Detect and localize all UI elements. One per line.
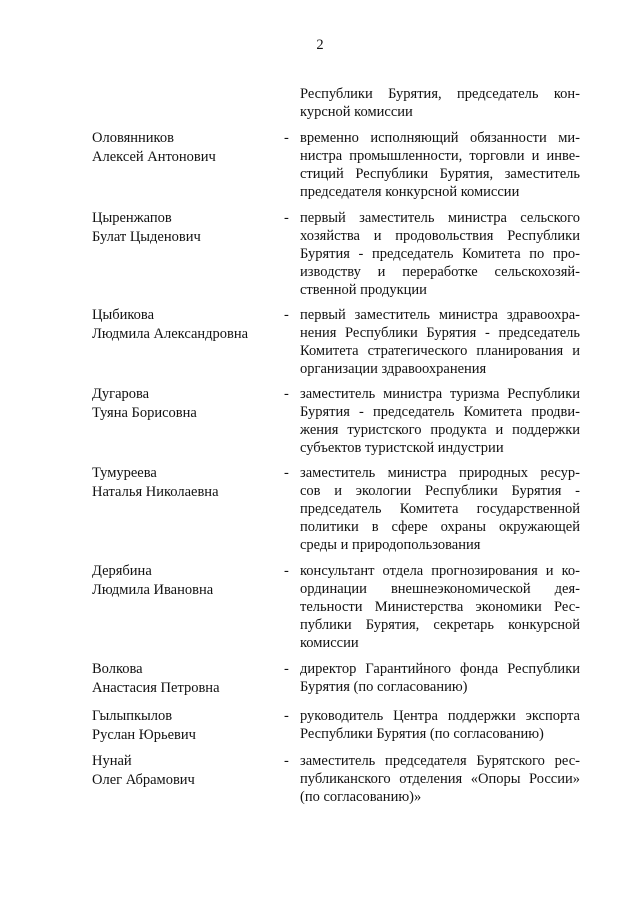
member-position — [300, 306, 580, 378]
member-position — [300, 129, 580, 201]
position-line: Бурятия - председатель Комитета продви- — [300, 404, 580, 420]
member-name — [92, 464, 282, 502]
position-line: первый заместитель министра сельского — [300, 210, 580, 226]
position-line: председателя конкурсной комиссии — [300, 184, 520, 200]
dash-separator: - — [284, 130, 289, 146]
position-line: Комитета стратегического планирования и — [300, 343, 580, 359]
member-surname: Цыренжапов — [92, 210, 172, 226]
member-position — [300, 707, 580, 743]
continuation-line: курсной комиссии — [300, 104, 413, 120]
dash-separator: - — [284, 465, 289, 481]
member-surname: Дерябина — [92, 563, 152, 579]
position-line: (по согласованию)» — [300, 789, 422, 805]
member-given-names: Руслан Юрьевич — [92, 727, 196, 743]
dash-separator: - — [284, 307, 289, 323]
member-name — [92, 707, 282, 745]
member-given-names: Людмила Ивановна — [92, 582, 214, 598]
member-name — [92, 129, 282, 167]
position-line: Бурятия - председатель Комитета по про- — [300, 246, 580, 262]
member-given-names: Наталья Николаевна — [92, 484, 219, 500]
dash-separator: - — [284, 210, 289, 226]
dash-separator: - — [284, 708, 289, 724]
position-line: жения туристского продукта и поддержки — [300, 422, 580, 438]
member-given-names: Булат Цыденович — [92, 229, 201, 245]
position-line: директор Гарантийного фонда Республики — [300, 661, 580, 677]
member-name — [92, 209, 282, 247]
position-line: нистра промышленности, торговли и инве- — [300, 148, 580, 164]
member-name — [92, 385, 282, 423]
continuation-line: Республики Бурятия, председатель кон- — [300, 86, 580, 102]
member-surname: Нунай — [92, 753, 132, 769]
position-line: организации здравоохранения — [300, 361, 487, 377]
position-line: заместитель председателя Бурятского рес- — [300, 753, 580, 769]
member-given-names: Туяна Борисовна — [92, 405, 197, 421]
member-given-names: Людмила Александровна — [92, 326, 249, 342]
position-line: нения Республики Бурятия - председатель — [300, 325, 580, 341]
continuation-text — [300, 85, 580, 121]
dash-separator: - — [284, 753, 289, 769]
member-position — [300, 209, 580, 299]
position-line: председатель Комитета государственной — [300, 501, 580, 517]
member-name — [92, 306, 282, 344]
position-line: ственной продукции — [300, 282, 427, 298]
position-line: заместитель министра природных ресур- — [300, 465, 580, 481]
member-surname: Волкова — [92, 661, 143, 677]
member-surname: Гылыпкылов — [92, 708, 173, 724]
member-position — [300, 660, 580, 696]
member-position — [300, 752, 580, 806]
dash-separator: - — [284, 386, 289, 402]
member-given-names: Анастасия Петровна — [92, 680, 220, 696]
member-name — [92, 752, 282, 790]
position-line: субъектов туристской индустрии — [300, 440, 504, 456]
position-line: Бурятия (по согласованию) — [300, 679, 468, 695]
position-line: изводству и переработке сельскохозяй- — [300, 264, 580, 280]
member-position — [300, 464, 580, 554]
position-line: тельности Министерства экономики Рес- — [300, 599, 580, 615]
member-surname: Дугарова — [92, 386, 150, 402]
position-line: политики в сфере охраны окружающей — [300, 519, 580, 535]
position-line: ординации внешнеэкономической дея- — [300, 581, 580, 597]
member-name — [92, 660, 282, 698]
position-line: заместитель министра туризма Республики — [300, 386, 580, 402]
position-line: стиций Республики Бурятия, заместитель — [300, 166, 580, 182]
dash-separator: - — [284, 563, 289, 579]
page-number: 2 — [316, 37, 324, 53]
dash-separator: - — [284, 661, 289, 677]
position-line: временно исполняющий обязанности ми- — [300, 130, 580, 146]
member-position — [300, 562, 580, 652]
position-line: консультант отдела прогнозирования и ко- — [300, 563, 580, 579]
position-line: первый заместитель министра здравоохра- — [300, 307, 580, 323]
member-surname: Оловянников — [92, 130, 174, 146]
position-line: комиссии — [300, 635, 359, 651]
member-surname: Тумуреева — [92, 465, 157, 481]
member-position — [300, 385, 580, 457]
member-given-names: Алексей Антонович — [92, 149, 216, 165]
position-line: публики Бурятия, секретарь конкурсной — [300, 617, 580, 633]
position-line: среды и природопользования — [300, 537, 481, 553]
position-line: сов и экологии Республики Бурятия - — [300, 483, 580, 499]
member-surname: Цыбикова — [92, 307, 155, 323]
member-name — [92, 562, 282, 600]
position-line: публиканского отделения «Опоры России» — [300, 771, 580, 787]
position-line: хозяйства и продовольствия Республики — [300, 228, 580, 244]
position-line: руководитель Центра поддержки экспорта — [300, 708, 580, 724]
member-given-names: Олег Абрамович — [92, 772, 195, 788]
position-line: Республики Бурятия (по согласованию) — [300, 726, 544, 742]
